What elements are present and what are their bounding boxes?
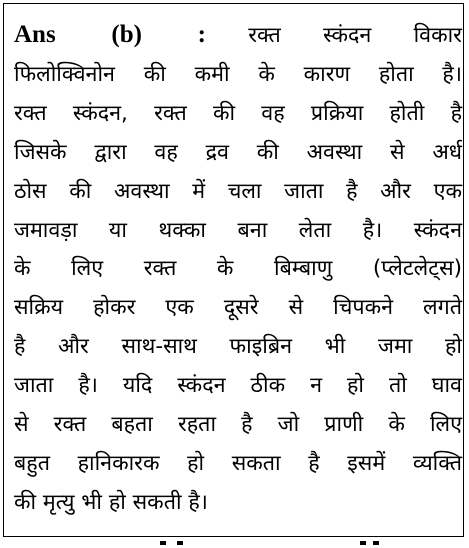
- answer-line-9: है और साथ-साथ फाइब्रिन भी जमा हो: [14, 334, 462, 360]
- answer-line-2: फिलोक्विनोन की कमी के कारण होता है।: [14, 61, 462, 87]
- answer-paragraph: [14, 16, 462, 523]
- answer-line-10: जाता है। यदि स्कंदन ठीक न हो तो घाव: [14, 373, 462, 399]
- answer-line-8: सक्रिय होकर एक दूसरे से चिपकने लगते: [14, 295, 462, 321]
- answer-text-1: रक्त स्कंदन विकार: [248, 23, 462, 48]
- answer-label: Ans (b) :: [14, 21, 206, 48]
- answer-line-13: की मृत्यु भी हो सकती है।: [14, 489, 208, 515]
- answer-line-3: रक्त स्कंदन, रक्त की वह प्रक्रिया होती है: [14, 100, 462, 126]
- answer-line-12: बहुत हानिकारक हो सकता है इसमें व्यक्ति: [14, 450, 462, 476]
- answer-line-11: से रक्त बहता रहता है जो प्राणी के लिए: [14, 412, 462, 438]
- answer-line-7: के लिए रक्त के बिम्बाणु (प्लेटलेट्स): [14, 256, 462, 282]
- answer-line-5: ठोस की अवस्था में चला जाता है और एक: [14, 178, 462, 204]
- answer-line-6: जमावड़ा या थक्का बना लेता है। स्कंदन: [14, 217, 462, 243]
- answer-box: [3, 3, 464, 537]
- clipped-glyph-mark: [373, 541, 379, 545]
- clipped-glyph-mark: [160, 541, 166, 545]
- clipped-glyph-mark: [360, 541, 366, 545]
- answer-line-1: [14, 16, 462, 56]
- clipped-glyph-mark: [177, 541, 183, 545]
- answer-line-4: जिसके द्वारा वह द्रव की अवस्था से अर्ध: [14, 139, 462, 165]
- clipped-next-line: [0, 540, 469, 548]
